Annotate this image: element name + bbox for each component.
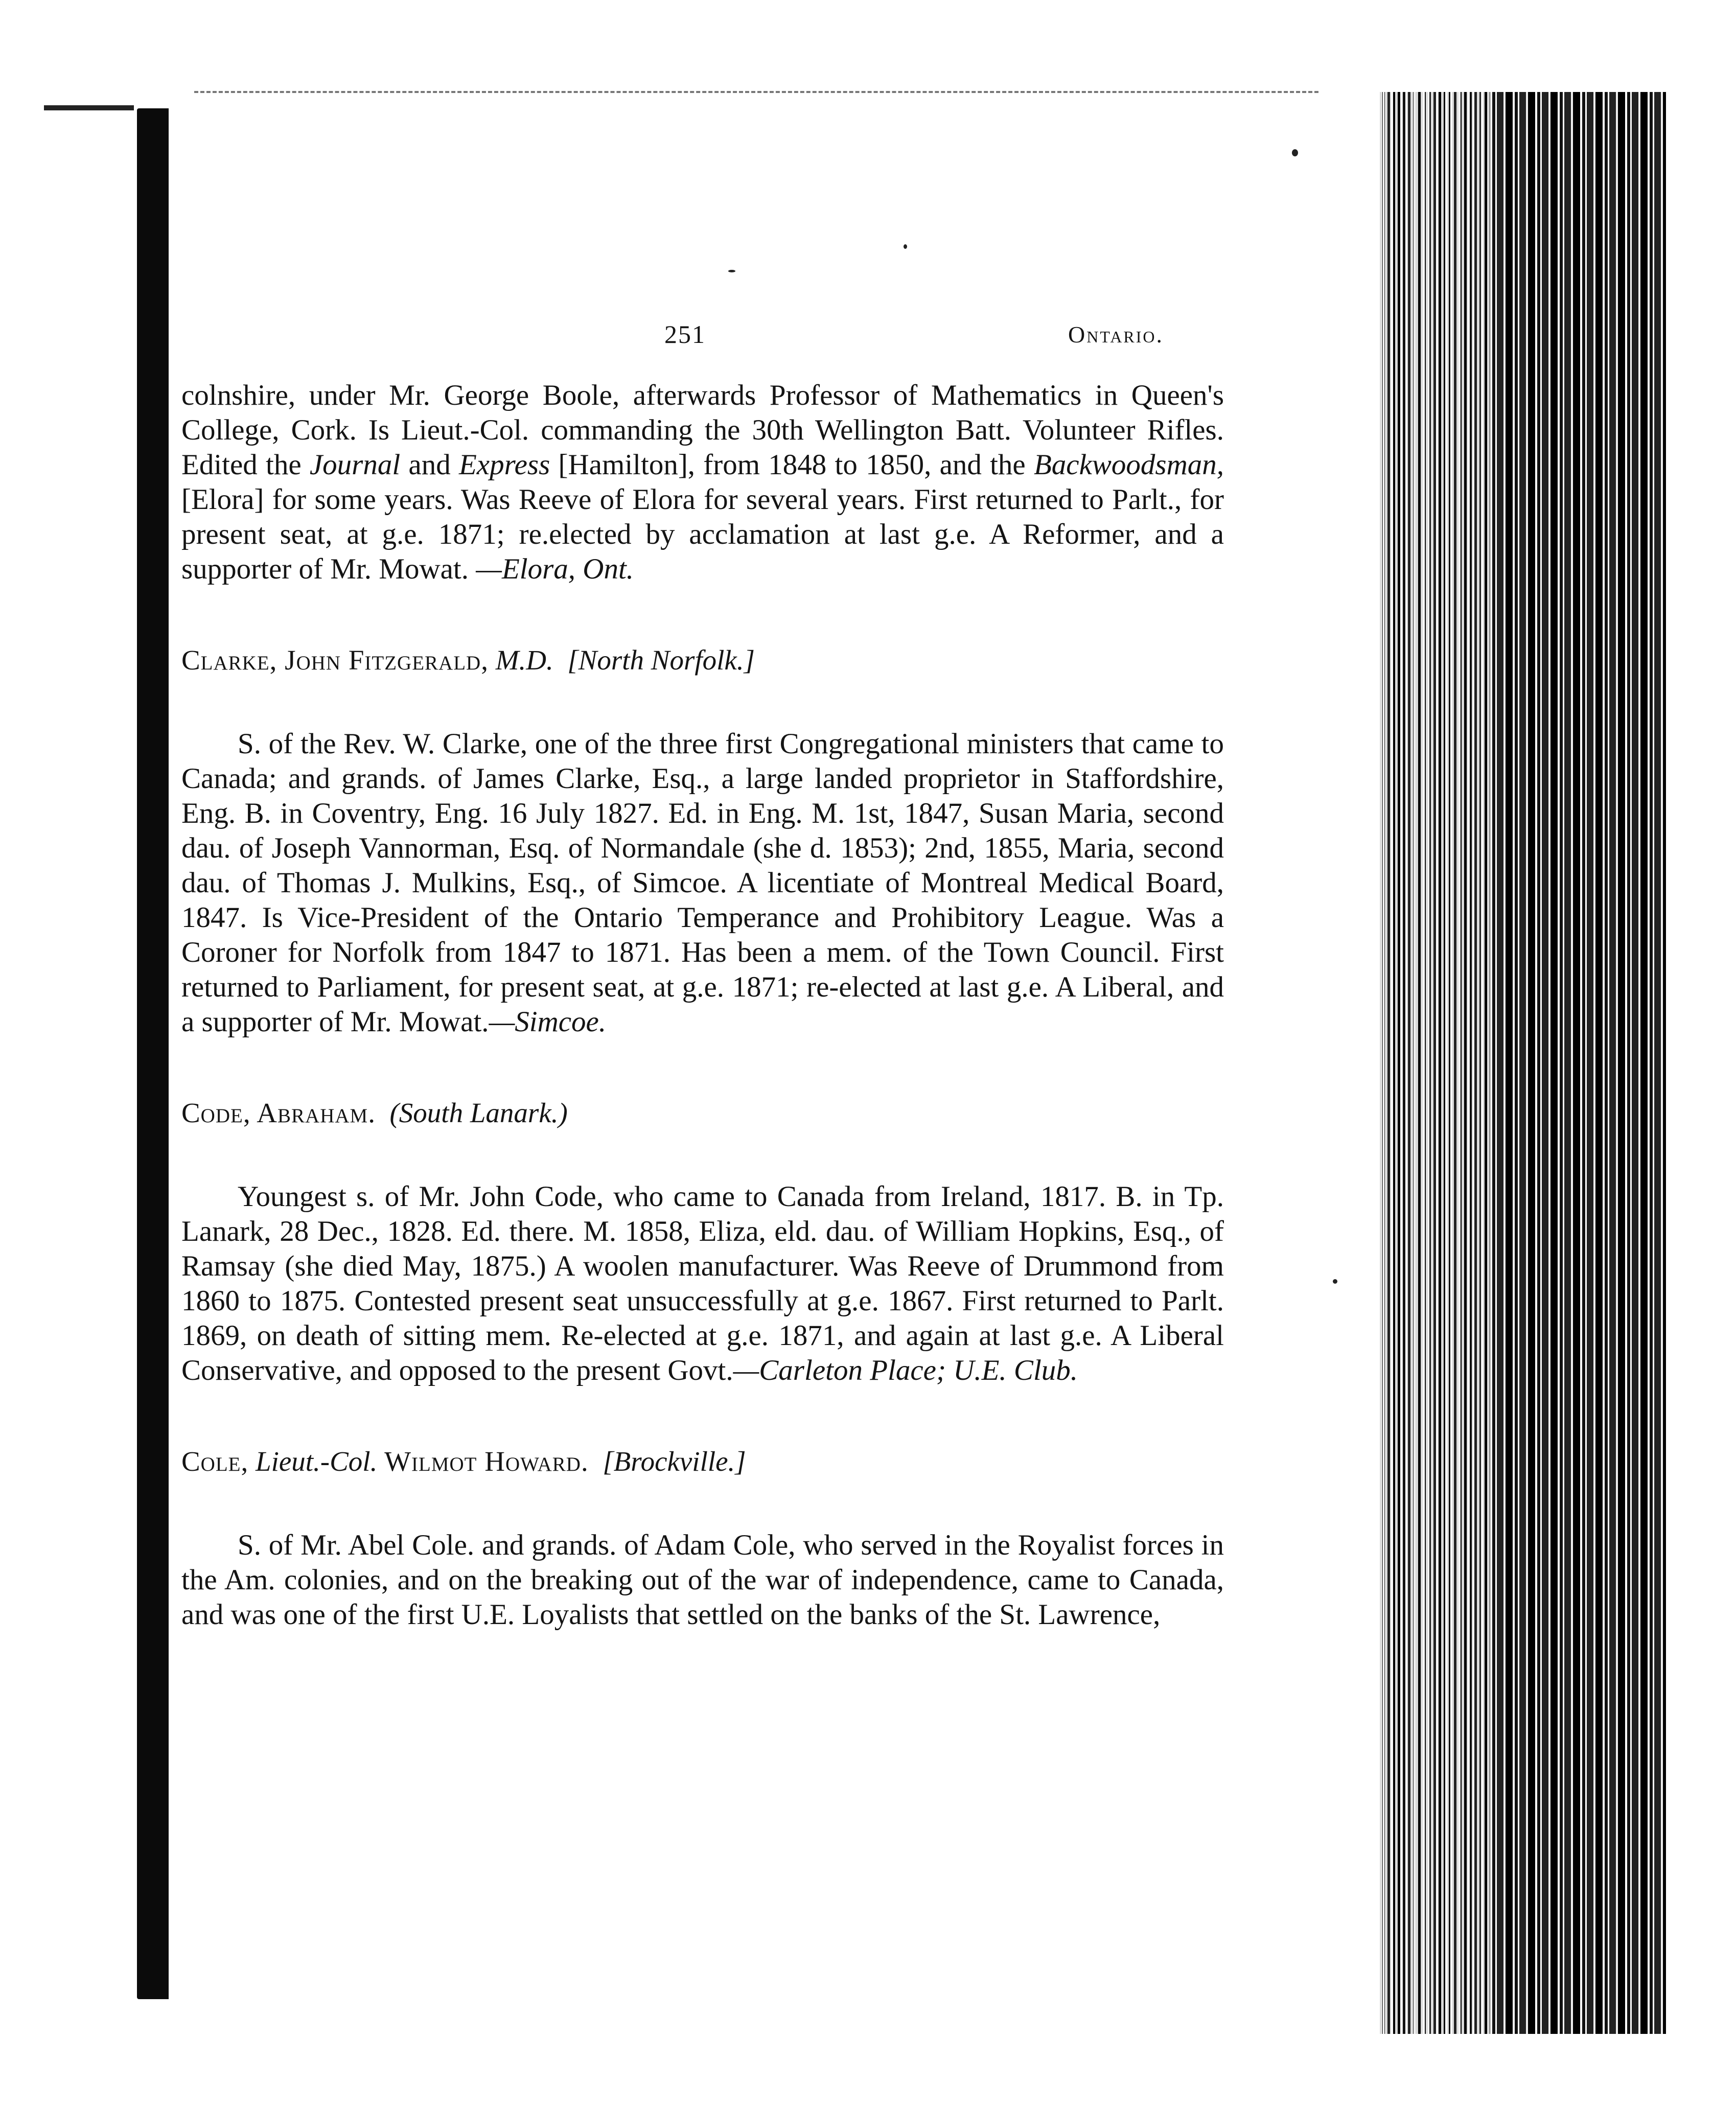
entry-qualifier: M.D. <box>488 644 553 676</box>
entry-given-name: John Fitzgerald, <box>277 644 489 676</box>
entry-body-text: S. of the Rev. W. Clarke, one of the three first Congregational ministers that came to Canada; and grands. of James Clarke, Esq., a large landed proprietor in Staffordshire, Eng. B. in Coventry, Eng. 16 July 1827. Ed. in Eng. M. 1st, 1847, Susan Maria, second dau. of Joseph Vannorman, Esq. of Normandale (she d. 1853); 2nd, 1855, Maria, second dau. of Thomas J. Mulkins, Esq., of Simcoe. A licentiate of Montreal Medical Board, 1847. Is Vice-President of the Ontario Temperance and Prohibitory League. Was a Coroner for Norfolk from 1847 to 1871. Has been a mem. of the Town Council. First returned to Parliament, for present seat, at g.e. 1871; re-elected at last g.e. A Liberal, and a supporter of Mr. Mowat. <box>181 728 1224 1038</box>
scan-right-edge-fade <box>1380 92 1492 2034</box>
entry-address: —Simcoe. <box>489 1006 607 1038</box>
scan-speck <box>1333 1279 1337 1284</box>
entry-heading <box>181 1096 1224 1130</box>
spacer <box>181 1130 1224 1179</box>
entry-heading <box>181 643 1224 678</box>
entry-address: —Carleton Place; U.E. Club. <box>733 1354 1078 1386</box>
spacer <box>181 1479 1224 1528</box>
spacer <box>181 1039 1224 1096</box>
entry-body-text: Youngest s. of Mr. John Code, who came to Canada from Ireland, 1817. B. in Tp. Lanark, 28 Dec., 1828. Ed. there. M. 1858, Eliza, eld. dau. of William Hopkins, Esq., of Ramsay (she died May, 1875.) A woolen manufacturer. Was Reeve of Drummond from 1860 to 1875. Contested present seat unsuccessfully at g.e. 1867. First returned to Parlt. 1869, on death of sitting mem. Re-elected at g.e. 1871, and again at last g.e. A Liberal Conservative, and opposed to the present Govt. <box>181 1180 1224 1386</box>
entry-constituency: (South Lanark.) <box>389 1097 568 1128</box>
entry-given-name: Abraham. <box>250 1097 376 1128</box>
scan-left-edge <box>137 108 169 1999</box>
entry-surname: Clarke, <box>181 644 277 676</box>
scan-edge-cap <box>44 105 134 110</box>
express-title: Express <box>458 449 550 481</box>
intro-address: —Elora, Ont. <box>476 553 634 585</box>
entry-body-text: S. of Mr. Abel Cole. and grands. of Adam Cole, who served in the Royalist forces in the Am. colonies, and on the breaking out of the war of independence, came to Canada, and was one of the first U.E. Loyalists that settled on the banks of the St. Lawrence, <box>181 1529 1224 1631</box>
entry-constituency: [North Norfolk.] <box>567 644 755 676</box>
intro-text-3: [Elora] for some years. Was Reeve of Elora for several years. First returned to Parlt., for present seat, at g.e. 1871; re.elected by acclamation at last g.e. A Reformer, and a supporter of Mr. Mowat. <box>181 483 1224 585</box>
scan-speck <box>728 270 735 272</box>
entry-body <box>181 1528 1224 1632</box>
entry-heading <box>181 1444 1224 1479</box>
backwoodsman-title: Backwoodsman, <box>1033 449 1224 481</box>
scan-speck <box>904 244 907 249</box>
entry-surname: Code, <box>181 1097 251 1128</box>
spacer <box>181 678 1224 727</box>
entry-body <box>181 727 1224 1039</box>
running-head: Ontario. <box>1068 321 1164 348</box>
intro-paragraph <box>181 378 1224 587</box>
entry-title: Lieut.-Col. <box>248 1446 378 1477</box>
intro-text-2: [Hamilton], from 1848 to 1850, and the <box>550 449 1034 481</box>
entry-given-name: Wilmot Howard. <box>377 1446 589 1477</box>
page-content <box>181 378 1224 1632</box>
entry-surname: Cole, <box>181 1446 249 1477</box>
scan-speck <box>1292 149 1298 156</box>
intro-and: and <box>400 449 459 481</box>
entry-body <box>181 1179 1224 1388</box>
page-number: 251 <box>664 320 706 349</box>
spacer <box>181 587 1224 643</box>
entry-constituency: [Brockville.] <box>603 1446 746 1477</box>
journal-title: Journal <box>309 449 401 481</box>
spacer <box>181 1388 1224 1444</box>
intro-text: colnshire, under Mr. George Boole, afterwards Professor of Mathematics in Queen's College, Cork. Is Lieut.-Col. commanding the 30th Wellington Batt. Volunteer Rifles. Edited the <box>181 379 1224 481</box>
scan-top-rule <box>194 91 1318 93</box>
